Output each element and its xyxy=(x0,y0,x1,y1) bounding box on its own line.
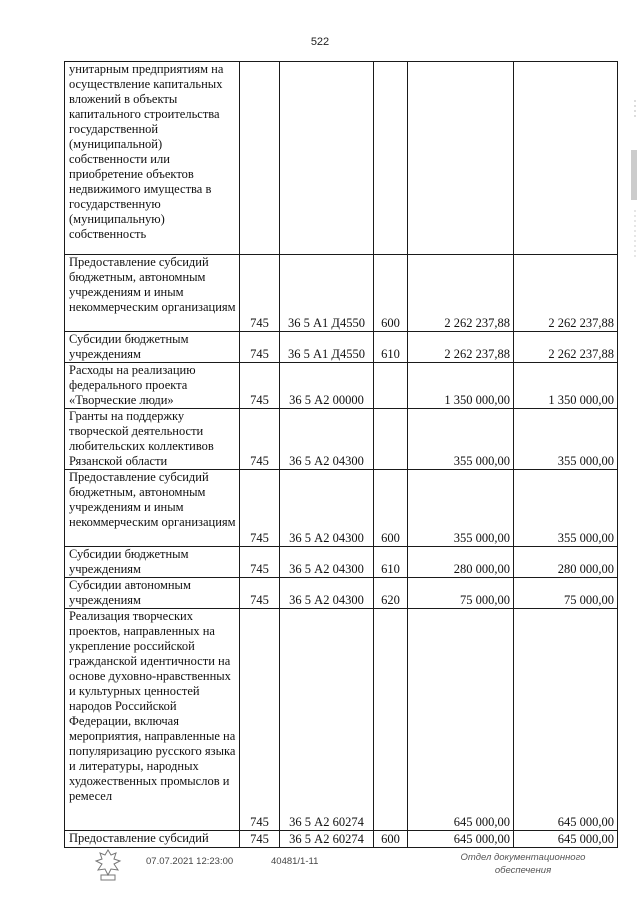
row-ministry: 745 xyxy=(240,578,280,609)
row-name: Предоставление субсидий бюджетным, автономным учреждениям и иным некоммерческим организациям xyxy=(65,470,240,547)
row-vr xyxy=(374,409,408,470)
table-row xyxy=(65,255,618,332)
row-amount-2: 1 350 000,00 xyxy=(514,363,618,409)
table-row xyxy=(65,831,618,848)
row-csr xyxy=(280,62,374,255)
footer-doc-number: 40481/1-11 xyxy=(271,856,319,867)
row-vr xyxy=(374,62,408,255)
row-name: Предоставление субсидий xyxy=(65,831,240,848)
row-ministry: 745 xyxy=(240,332,280,363)
row-name: Гранты на поддержку творческой деятельности любительских коллективов Рязанской области xyxy=(65,409,240,470)
row-name: унитарным предприятиям на осуществление капитальных вложений в объекты капитального строительства государственной (муниципальной) собственности или приобретение объектов недвижимого имущества в государственную (муниципальную) собственность xyxy=(65,62,240,255)
row-ministry: 745 xyxy=(240,363,280,409)
row-amount-1 xyxy=(408,62,514,255)
table-row xyxy=(65,62,618,255)
row-csr: 36 5 А2 60274 xyxy=(280,831,374,848)
row-name: Субсидии бюджетным учреждениям xyxy=(65,332,240,363)
row-vr: 610 xyxy=(374,547,408,578)
row-amount-2: 645 000,00 xyxy=(514,831,618,848)
row-csr: 36 5 А1 Д4550 xyxy=(280,332,374,363)
row-amount-2 xyxy=(514,62,618,255)
row-name: Реализация творческих проектов, направленных на укрепление российской гражданской идентичности на основе духовно-нравственных и культурных ценностей народов Российской Федерации, включая мероприятия, направленные на популяризацию русского языка и литературы, народных художественных промыслов и ремесел xyxy=(65,609,240,831)
row-name: Предоставление субсидий бюджетным, автономным учреждениям и иным некоммерческим организациям xyxy=(65,255,240,332)
table-row xyxy=(65,609,618,831)
row-amount-1: 75 000,00 xyxy=(408,578,514,609)
footer-department-stamp xyxy=(448,851,598,877)
department-line-2: обеспечения xyxy=(494,865,552,876)
row-ministry xyxy=(240,62,280,255)
row-ministry: 745 xyxy=(240,547,280,578)
row-csr: 36 5 А1 Д4550 xyxy=(280,255,374,332)
table-row xyxy=(65,363,618,409)
row-name: Субсидии автономным учреждениям xyxy=(65,578,240,609)
row-amount-2: 280 000,00 xyxy=(514,547,618,578)
table-row xyxy=(65,547,618,578)
row-amount-1: 645 000,00 xyxy=(408,831,514,848)
row-vr: 620 xyxy=(374,578,408,609)
budget-table xyxy=(64,61,618,848)
table-row xyxy=(65,332,618,363)
row-name: Субсидии бюджетным учреждениям xyxy=(65,547,240,578)
row-ministry: 745 xyxy=(240,409,280,470)
row-csr: 36 5 А2 04300 xyxy=(280,470,374,547)
row-vr xyxy=(374,363,408,409)
footer-date: 07.07.2021 12:23:00 xyxy=(146,856,234,867)
scan-edge-marks xyxy=(626,100,640,260)
row-ministry: 745 xyxy=(240,609,280,831)
row-vr: 610 xyxy=(374,332,408,363)
row-ministry: 745 xyxy=(240,831,280,848)
coat-of-arms-icon xyxy=(94,848,122,882)
row-csr: 36 5 А2 04300 xyxy=(280,547,374,578)
row-amount-1: 645 000,00 xyxy=(408,609,514,831)
row-amount-2: 355 000,00 xyxy=(514,470,618,547)
row-csr: 36 5 А2 00000 xyxy=(280,363,374,409)
row-amount-1: 1 350 000,00 xyxy=(408,363,514,409)
table-row xyxy=(65,578,618,609)
row-ministry: 745 xyxy=(240,470,280,547)
row-amount-2: 2 262 237,88 xyxy=(514,332,618,363)
row-amount-2: 75 000,00 xyxy=(514,578,618,609)
row-ministry: 745 xyxy=(240,255,280,332)
row-vr: 600 xyxy=(374,470,408,547)
row-amount-1: 2 262 237,88 xyxy=(408,332,514,363)
row-vr xyxy=(374,609,408,831)
row-amount-1: 280 000,00 xyxy=(408,547,514,578)
row-amount-2: 645 000,00 xyxy=(514,609,618,831)
row-vr: 600 xyxy=(374,831,408,848)
row-csr: 36 5 А2 04300 xyxy=(280,578,374,609)
table-row xyxy=(65,470,618,547)
page-number: 522 xyxy=(310,36,330,48)
department-line-1: Отдел документационного xyxy=(460,852,586,863)
row-vr: 600 xyxy=(374,255,408,332)
row-amount-2: 2 262 237,88 xyxy=(514,255,618,332)
row-amount-1: 2 262 237,88 xyxy=(408,255,514,332)
row-amount-1: 355 000,00 xyxy=(408,409,514,470)
row-csr: 36 5 А2 04300 xyxy=(280,409,374,470)
page-footer xyxy=(0,848,640,888)
row-name: Расходы на реализацию федерального проекта «Творческие люди» xyxy=(65,363,240,409)
row-amount-2: 355 000,00 xyxy=(514,409,618,470)
row-csr: 36 5 А2 60274 xyxy=(280,609,374,831)
table-row xyxy=(65,409,618,470)
row-amount-1: 355 000,00 xyxy=(408,470,514,547)
